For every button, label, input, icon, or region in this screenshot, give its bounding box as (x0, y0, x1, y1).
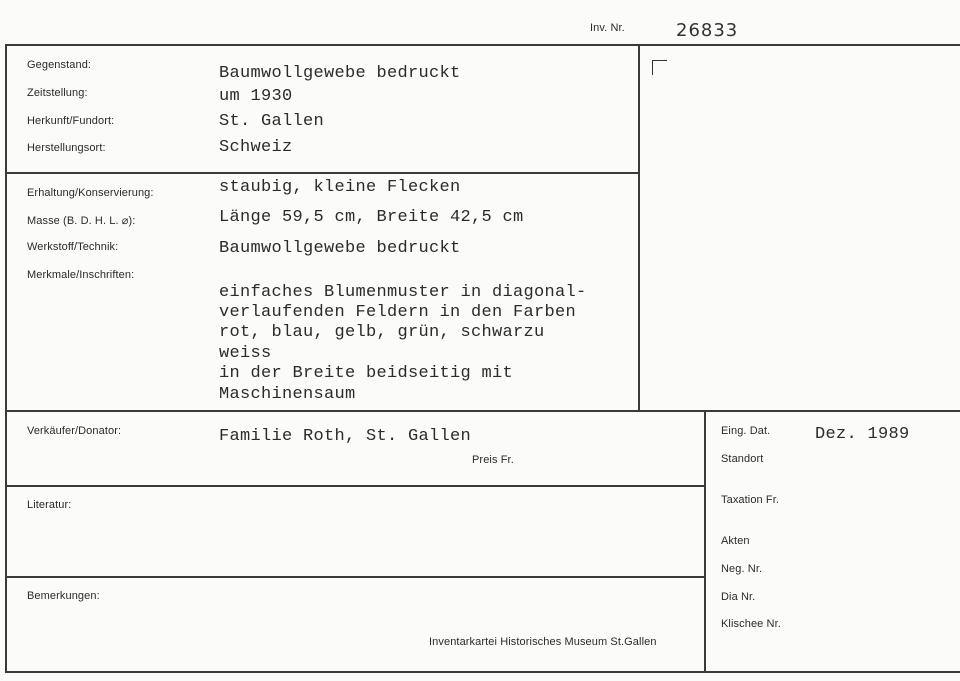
rule-top (5, 44, 960, 46)
eing-dat-value: Dez. 1989 (815, 425, 910, 444)
verkaeufer-value: Familie Roth, St. Gallen (219, 427, 472, 446)
merkmale-line: in der Breite beidseitig mit (219, 364, 514, 383)
zeitstellung-value: um 1930 (219, 87, 293, 106)
rule-section-4 (5, 576, 705, 578)
neg-nr-label: Neg. Nr. (721, 563, 763, 575)
gegenstand-label: Gegenstand: (27, 59, 92, 71)
herkunft-label: Herkunft/Fundort: (27, 115, 115, 127)
footer-text: Inventarkartei Historisches Museum St.Gallen (429, 636, 657, 648)
standort-label: Standort (721, 453, 764, 465)
werkstoff-value: Baumwollgewebe bedruckt (219, 239, 461, 258)
taxation-label: Taxation Fr. (721, 494, 780, 506)
herkunft-value: St. Gallen (219, 112, 325, 131)
klischee-nr-label: Klischee Nr. (721, 618, 781, 630)
erhaltung-value: staubig, kleine Flecken (219, 178, 461, 197)
akten-label: Akten (721, 535, 750, 547)
masse-value: Länge 59,5 cm, Breite 42,5 cm (219, 208, 524, 227)
bemerkungen-label: Bemerkungen: (27, 590, 100, 602)
merkmale-line: weiss (219, 344, 272, 363)
rule-bottom (5, 671, 960, 673)
merkmale-label: Merkmale/Inschriften: (27, 269, 135, 281)
rule-middle (638, 44, 640, 411)
herstellungsort-value: Schweiz (219, 138, 293, 157)
rule-section-3 (5, 485, 705, 487)
rule-section-1 (5, 172, 639, 174)
zeitstellung-label: Zeitstellung: (27, 87, 88, 99)
gegenstand-value: Baumwollgewebe bedruckt (219, 64, 461, 83)
merkmale-line: verlaufenden Feldern in den Farben (219, 303, 577, 322)
inv-nr-label: Inv. Nr. (590, 22, 625, 34)
rule-section-2 (5, 410, 960, 412)
preis-label: Preis Fr. (472, 454, 514, 466)
merkmale-line: rot, blau, gelb, grün, schwarzu (219, 323, 545, 342)
werkstoff-label: Werkstoff/Technik: (27, 241, 119, 253)
masse-label: Masse (B. D. H. L. ⌀): (27, 215, 136, 227)
verkaeufer-label: Verkäufer/Donator: (27, 425, 122, 437)
literatur-label: Literatur: (27, 499, 72, 511)
dia-nr-label: Dia Nr. (721, 591, 756, 603)
corner-mark (652, 60, 667, 75)
inv-nr-value: 26833 (676, 20, 739, 41)
herstellungsort-label: Herstellungsort: (27, 142, 106, 154)
eing-dat-label: Eing. Dat. (721, 425, 771, 437)
merkmale-line: einfaches Blumenmuster in diagonal- (219, 283, 587, 302)
rule-side (704, 410, 706, 672)
erhaltung-label: Erhaltung/Konservierung: (27, 187, 154, 199)
rule-left (5, 44, 7, 672)
merkmale-line: Maschinensaum (219, 385, 356, 404)
